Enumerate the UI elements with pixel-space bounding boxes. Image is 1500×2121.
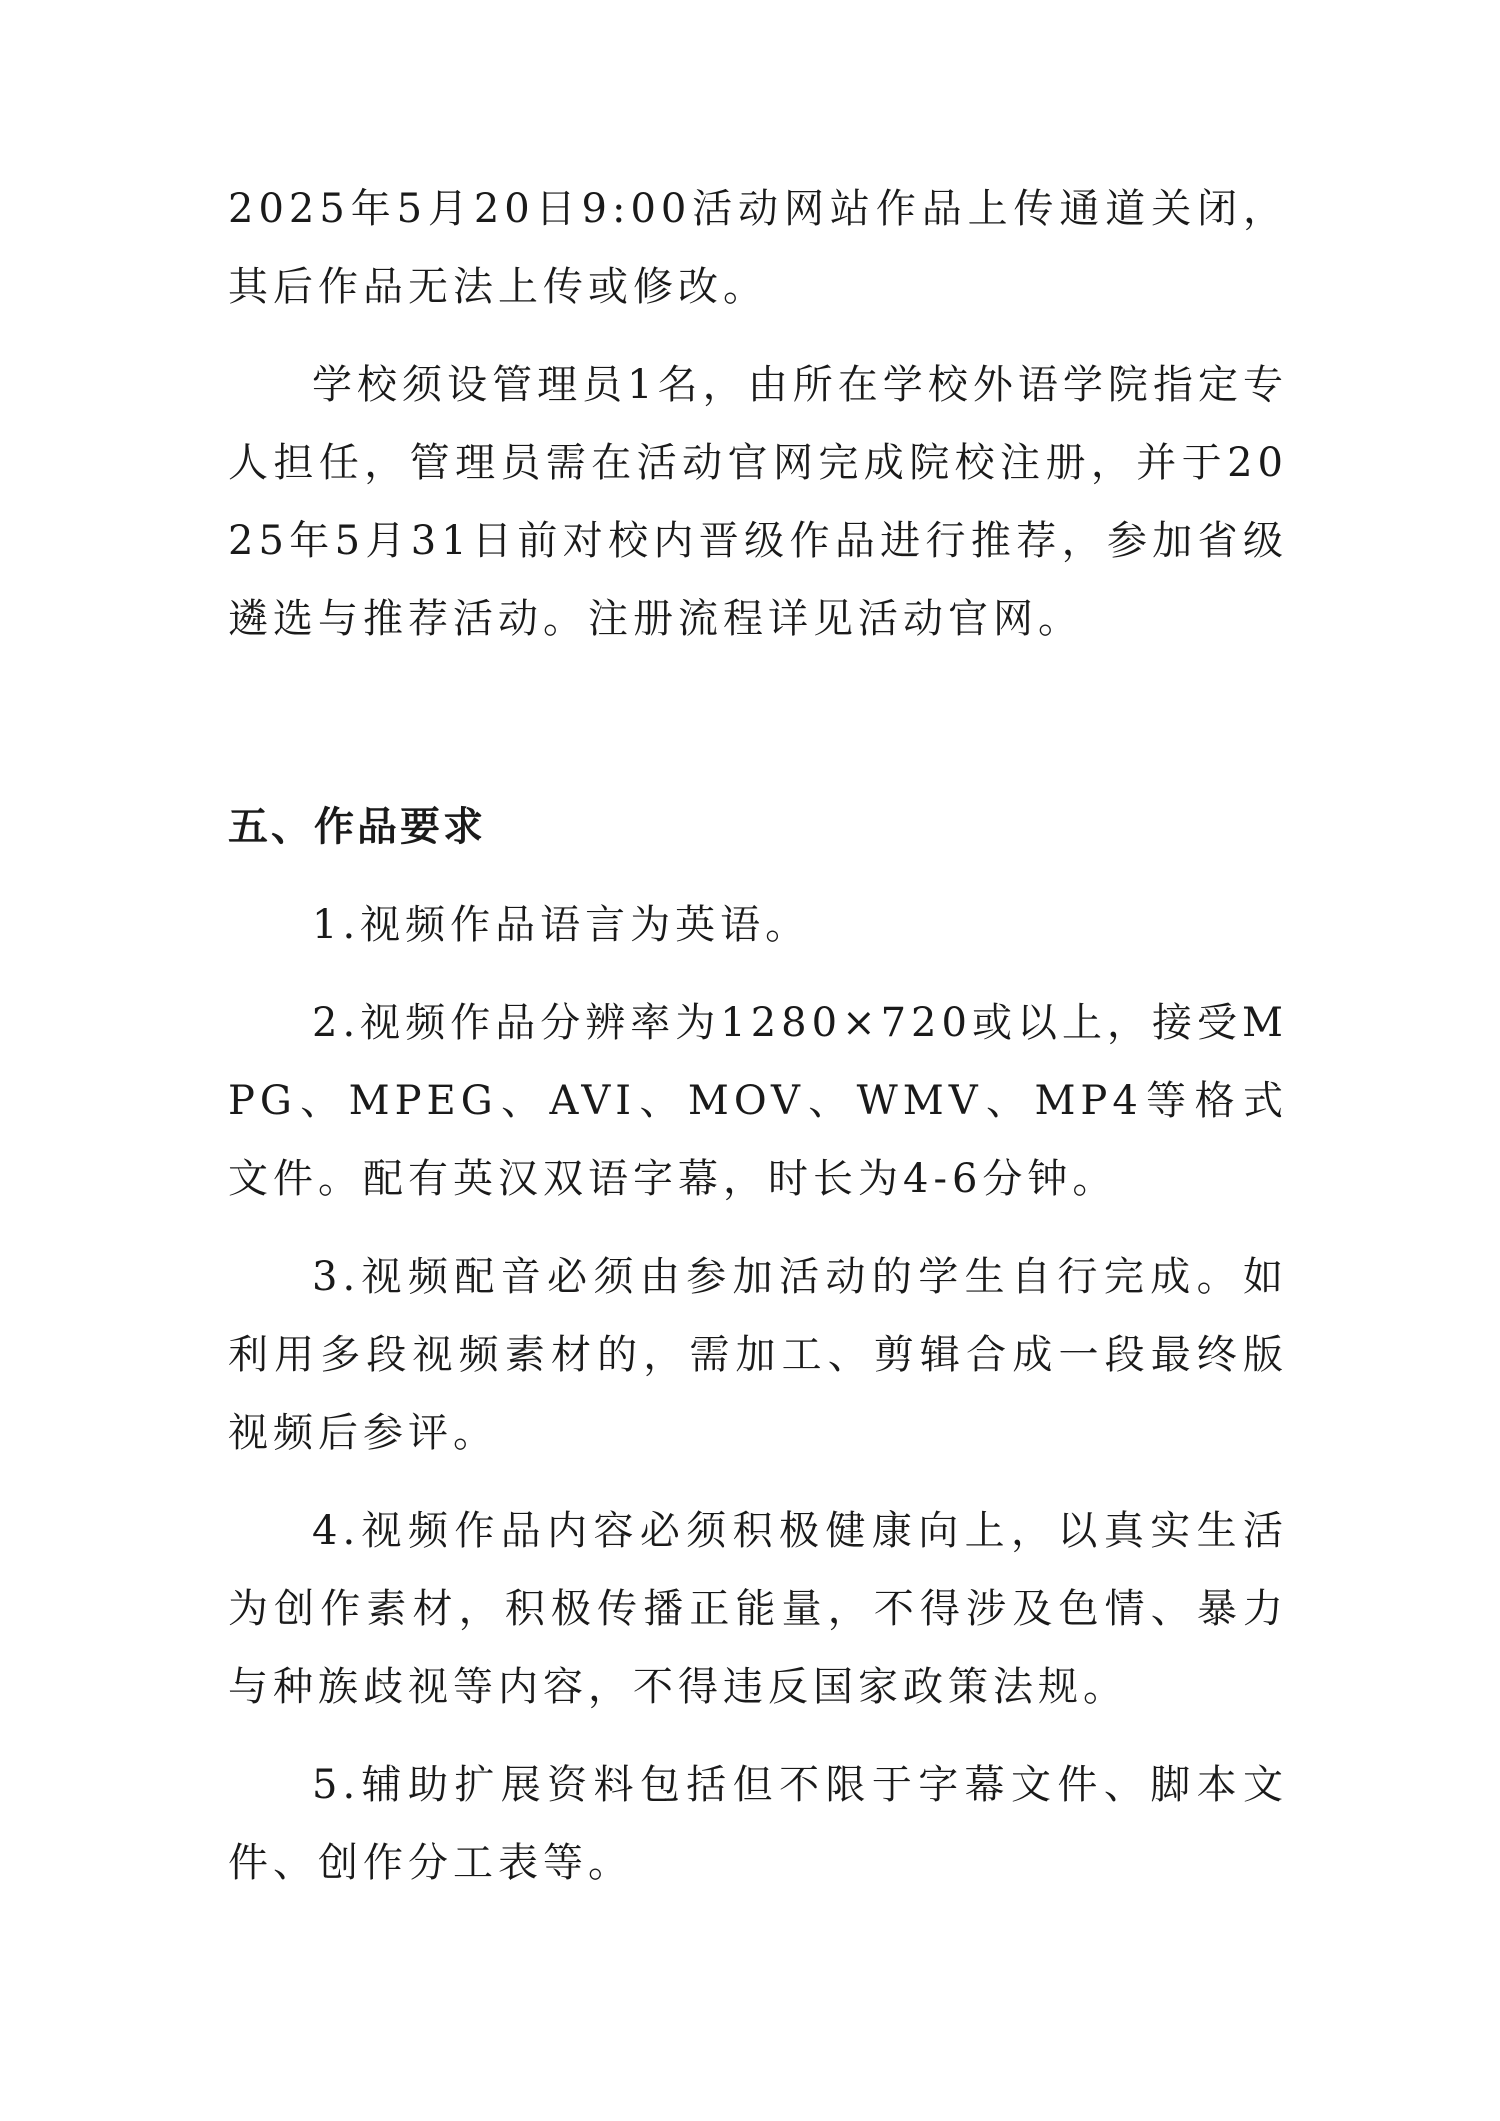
requirement-4: 4.视频作品内容必须积极健康向上，以真实生活为创作素材，积极传播正能量，不得涉及色情、暴力与种族歧视等内容，不得违反国家政策法规。 bbox=[228, 1508, 1288, 1710]
requirement-3: 3.视频配音必须由参加活动的学生自行完成。如利用多段视频素材的，需加工、剪辑合成一段最终版视频后参评。 bbox=[228, 1254, 1288, 1456]
section-heading-work-requirements: 五、作品要求 bbox=[228, 804, 486, 850]
document-page bbox=[228, 170, 1288, 1922]
requirement-5: 5.辅助扩展资料包括但不限于字幕文件、脚本文件、创作分工表等。 bbox=[228, 1762, 1288, 1886]
requirement-2: 2.视频作品分辨率为1280×720或以上，接受MPG、MPEG、AVI、MOV、WMV、MP4等格式文件。配有英汉双语字幕，时长为4-6分钟。 bbox=[228, 1000, 1288, 1202]
upload-closing-paragraph: 2025年5月20日9:00活动网站作品上传通道关闭，其后作品无法上传或修改。 bbox=[228, 186, 1288, 310]
requirement-1: 1.视频作品语言为英语。 bbox=[312, 902, 811, 948]
administrator-paragraph: 学校须设管理员1名，由所在学校外语学院指定专人担任，管理员需在活动官网完成院校注册，并于2025年5月31日前对校内晋级作品进行推荐，参加省级遴选与推荐活动。注册流程详见活动官网。 bbox=[228, 362, 1288, 642]
